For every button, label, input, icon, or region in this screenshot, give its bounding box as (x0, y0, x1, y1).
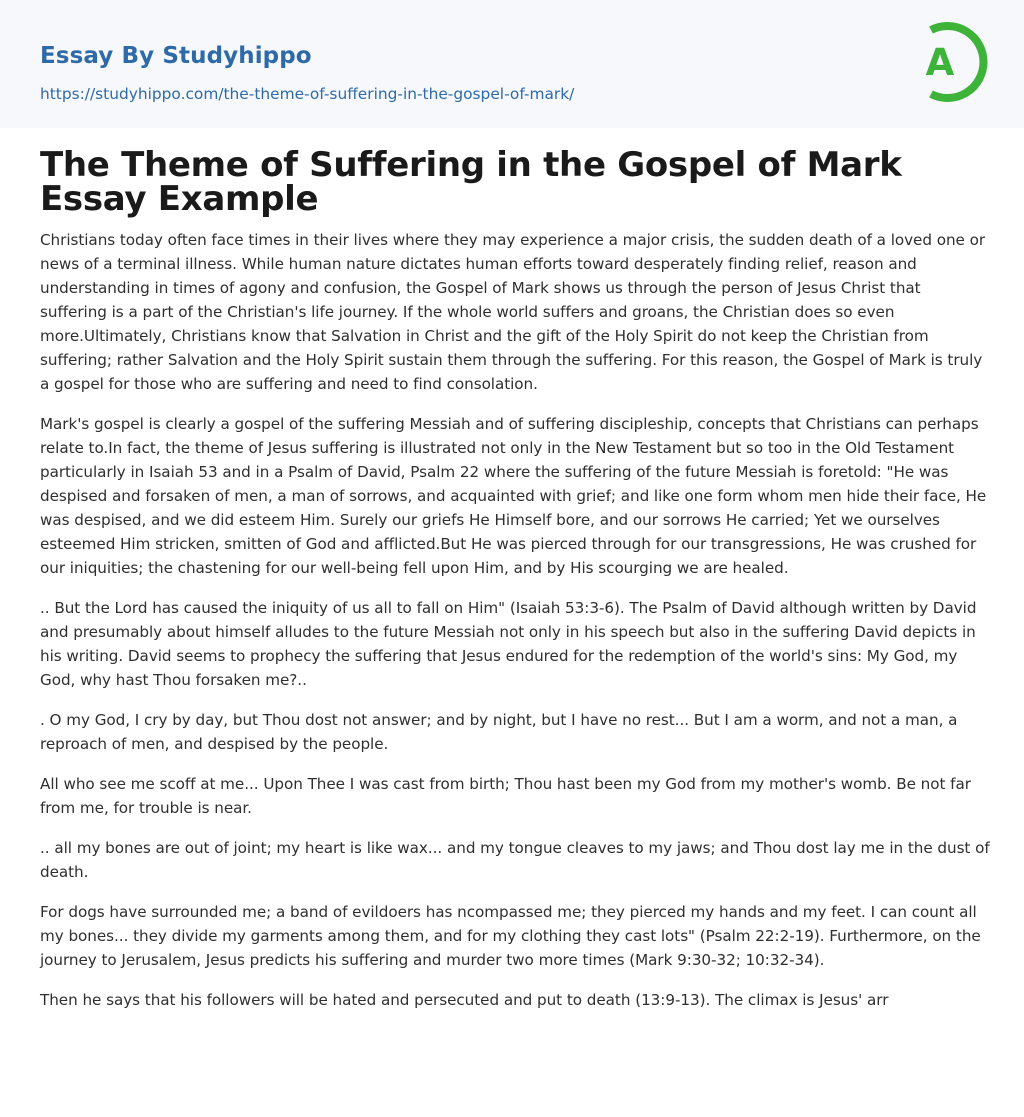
essay-paragraph: .. all my bones are out of joint; my heart is like wax... and my tongue cleaves to my jaws; and Thou dost lay me in the dust of death. (40, 839, 990, 881)
studyhippo-logo-icon[interactable] (912, 19, 988, 105)
essay-paragraph: Then he says that his followers will be hated and persecuted and put to death (13:9-13). The climax is Jesus' arr (40, 991, 889, 1009)
essay-paragraph: All who see me scoff at me... Upon Thee I was cast from birth; Thou hast been my God from my mother's womb. Be not far from me, for trouble is near. (40, 775, 971, 817)
essay-paragraph: Mark's gospel is clearly a gospel of the suffering Messiah and of suffering discipleship, concepts that Christians can perhaps relate to.In fact, the theme of Jesus suffering is illustrated not only in the New Testament but so too in the Old Testament particularly in Isaiah 53 and in a Psalm of David, Psalm 22 where the suffering of the future Messiah is foretold: "He was despised and forsaken of men, a man of sorrows, and acquainted with grief; and like one form whom men hide their face, He was despised, and we did esteem Him. Surely our griefs He Himself bore, and our sorrows He carried; Yet we ourselves esteemed Him stricken, smitten of God and afflicted.But He was pierced through for our transgressions, He was crushed for our iniquities; the chastening for our well-being fell upon Him, and by His scourging we are healed. (40, 415, 987, 577)
page-title: The Theme of Suffering in the Gospel of Mark Essay Example (40, 145, 902, 219)
essay-paragraph: .. But the Lord has caused the iniquity of us all to fall on Him" (Isaiah 53:3-6). The Psalm of David although written by David and presumably about himself alludes to the future Messiah not only in his speech but also in the suffering David depicts in his writing. David seems to prophecy the suffering that Jesus endured for the redemption of the world's sins: My God, my God, why hast Thou forsaken me?.. (40, 599, 977, 689)
essay-paragraph: For dogs have surrounded me; a band of evildoers has ncompassed me; they pierced my hands and my feet. I can count all my bones... they divide my garments among them, and for my clothing they cast lots" (Psalm 22:2-19). Furthermore, on the journey to Jerusalem, Jesus predicts his suffering and murder two more times (Mark 9:30-32; 10:32-34). (40, 903, 981, 969)
source-url-link[interactable]: https://studyhippo.com/the-theme-of-suffering-in-the-gospel-of-mark/ (40, 85, 575, 103)
site-brand[interactable]: Essay By Studyhippo (40, 43, 312, 69)
essay-body (40, 228, 990, 1028)
site-header (0, 0, 1024, 128)
essay-paragraph: . O my God, I cry by day, but Thou dost not answer; and by night, but I have no rest... But I am a worm, and not a man, a reproach of men, and despised by the people. (40, 711, 958, 753)
logo-letter: A (925, 41, 955, 84)
essay-paragraph: Christians today often face times in their lives where they may experience a major crisis, the sudden death of a loved one or news of a terminal illness. While human nature dictates human efforts toward desperately finding relief, reason and understanding in times of agony and confusion, the Gospel of Mark shows us through the person of Jesus Christ that suffering is a part of the Christian's life journey. If the whole world suffers and groans, the Christian does so even more.Ultimately, Christians know that Salvation in Christ and the gift of the Holy Spirit do not keep the Christian from suffering; rather Salvation and the Holy Spirit sustain them through the suffering. For this reason, the Gospel of Mark is truly a gospel for those who are suffering and need to find consolation. (40, 231, 986, 393)
